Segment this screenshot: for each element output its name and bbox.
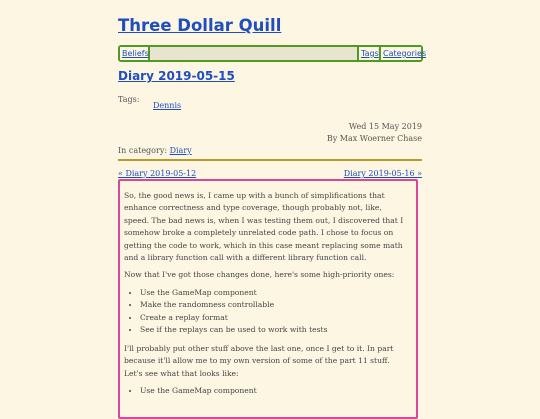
nav-tags-link[interactable]: Tags [357,47,378,60]
previous-post-link[interactable]: « Diary 2019-05-12 [118,169,197,178]
post-content [118,179,418,419]
tags-label: Tags: [118,95,140,104]
list-item: • Use the GameMap component [140,287,408,300]
content-paragraph: Now that I've got those changes done, here's some high-priority ones: [124,270,395,280]
content-paragraph: So, the good news is, I came up with a bunch of simplifications that enhance correctness and type coverage, though probably not, like, speed. The bad news is, when I was testing them out, I discovered that I somehow broke a completely unrelated code path. I chose to focus on getting the code to work, which in this case meant replacing some math and a library function call with a different library function call. [124,191,404,263]
next-post-link[interactable]: Diary 2019-05-16 » [343,169,422,178]
category-label: In category: [118,146,168,155]
post-category [118,145,192,157]
followup-list [124,385,408,398]
post-author: By Max Woerner Chase [326,134,422,143]
post-title-link[interactable]: Diary 2019-05-15 [118,69,235,83]
category-link[interactable]: Diary [169,146,192,155]
divider [118,159,422,161]
main-navbar [118,45,427,62]
list-item: • Use the GameMap component [140,385,408,398]
nav-categories-link[interactable]: Categories [379,47,421,60]
priority-list [124,287,408,337]
list-item: • Create a replay format [140,312,408,325]
list-item: • See if the replays can be used to work with tests [140,324,408,337]
tag-link-dennis[interactable]: Dennis [153,101,182,110]
list-item: • Make the randomness controllable [140,299,408,312]
post-date: Wed 15 May 2019 [348,122,422,131]
site-title-link[interactable]: Three Dollar Quill [118,16,282,35]
nav-beliefs-link[interactable]: Beliefs [122,49,149,58]
content-paragraph: I'll probably put other stuff above the last one, once I get to it. In part because it'll allow me to my own version of some of the part 11 stuff. Let's see what that looks like: [124,343,394,378]
